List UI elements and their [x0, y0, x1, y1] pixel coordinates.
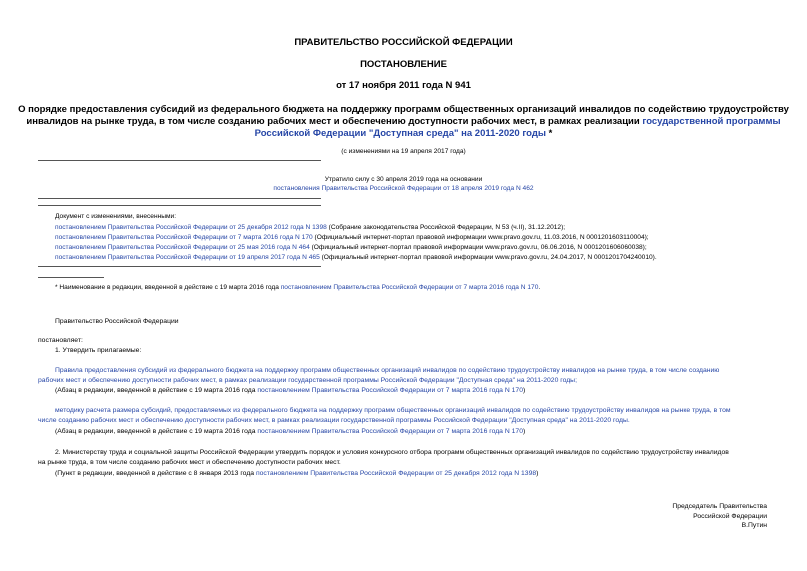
paragraph-1: 1. Утвердить прилагаемые: [55, 347, 142, 354]
changes-note: (с изменениями на 19 апреля 2017 года) [341, 148, 466, 155]
edit-note-text: (Пункт в редакции, введенной в действие с 8 января 2013 года [55, 470, 256, 477]
title-line-2-text: инвалидов на рынке труда, в том числе созданию рабочих мест и обеспечению доступности рабочих мест, в рамках реализации [26, 116, 643, 127]
method-link-line-1[interactable]: методику расчета размера субсидий, предоставляемых из федерального бюджета на поддержку программ общественных организаций инвалидов по содействию трудоустройству инвалидов на рынке труда, в том [55, 407, 731, 414]
document-date-number: от 17 ноября 2011 года N 941 [336, 80, 471, 91]
amendment-link[interactable]: постановлением Правительства Российской Федерации от 19 апреля 2017 года N 465 [55, 254, 320, 261]
edit-note-link[interactable]: постановлением Правительства Российской Федерации от 7 марта 2016 года N 170 [257, 387, 523, 394]
amendment-item [55, 223, 565, 232]
edit-note-suffix: ) [536, 470, 539, 477]
rules-link-line-1[interactable]: Правила предоставления субсидий из федерального бюджета на поддержку программ общественных организаций инвалидов по содействию трудоустройству инвалидов на рынке труда, в том числе созданию [55, 367, 720, 374]
paragraph-2-line-1: 2. Министерству труда и социальной защиты Российской Федерации утвердить порядок и условия конкурсного отбора программ общественных организаций инвалидов по содействию трудоустройству инвалидов [55, 449, 729, 456]
amendment-source: (Официальный интернет-портал правовой информации www.pravo.gov.ru, 24.04.2017, N 0001201704240010). [319, 254, 657, 261]
rules-link-line-2[interactable]: рабочих мест и обеспечению доступности рабочих мест, в рамках реализации государственной программы Российской Федерации "Доступная среда" на 2011-2020 годы; [38, 377, 577, 384]
footnote-divider [38, 277, 104, 278]
title-line-3 [0, 128, 807, 140]
amendment-source: (Официальный интернет-портал правовой информации www.pravo.gov.ru, 06.06.2016, N 0001201606060038); [309, 244, 647, 251]
signature-organization: Российской Федерации [693, 512, 767, 520]
amendment-link[interactable]: постановлением Правительства Российской Федерации от 7 марта 2016 года N 170 [55, 234, 313, 241]
state-program-link-2[interactable]: Российской Федерации "Доступная среда" на 2011-2020 годы [254, 128, 546, 139]
government-heading: ПРАВИТЕЛЬСТВО РОССИЙСКОЙ ФЕДЕРАЦИИ [294, 37, 513, 48]
title-line-2 [0, 116, 807, 128]
edit-note-suffix: ) [522, 428, 526, 435]
body-government: Правительство Российской Федерации [55, 318, 179, 325]
edit-note-text: (Абзац в редакции, введенной в действие с 19 марта 2016 года [55, 428, 258, 435]
edit-note-link[interactable]: постановлением Правительства Российской Федерации от 25 декабря 2012 года N 1398 [255, 470, 537, 477]
divider [38, 160, 321, 161]
divider [38, 198, 321, 199]
footnote [55, 283, 540, 292]
body-resolves: постановляет: [38, 337, 83, 344]
amendment-item [55, 233, 649, 242]
amendment-link[interactable]: постановлением Правительства Российской Федерации от 25 мая 2016 года N 464 [55, 244, 310, 251]
edit-note-suffix: ) [522, 387, 526, 394]
document-type: ПОСТАНОВЛЕНИЕ [360, 59, 447, 70]
paragraph-2-line-2: на рынке труда, в том числе созданию рабочих мест и обеспечению доступности рабочих мест. [38, 459, 341, 466]
paragraph-edit-note-2 [55, 427, 525, 436]
edit-note-text: (Абзац в редакции, введенной в действие с 19 марта 2016 года [55, 387, 258, 394]
footnote-link[interactable]: постановлением Правительства Российской Федерации от 7 марта 2016 года N 170 [280, 284, 539, 291]
amendment-item [55, 243, 647, 252]
signature-name: В.Путин [741, 522, 767, 529]
signature-title: Председатель Правительства [672, 503, 767, 510]
amendments-intro: Документ с изменениями, внесенными: [55, 213, 177, 220]
method-link-line-2[interactable]: числе созданию рабочих мест и обеспечению доступности рабочих мест, в рамках реализации государственной программы Российской Федерации "Доступная среда" на 2011-2020 годы. [38, 417, 630, 424]
edit-note-link[interactable]: постановлением Правительства Российской Федерации от 7 марта 2016 года N 170 [257, 428, 523, 435]
signature-block [672, 502, 767, 531]
state-program-link[interactable]: государственной программы [642, 116, 781, 127]
invalidation-link[interactable]: постановления Правительства Российской Федерации от 18 апреля 2019 года N 462 [273, 185, 534, 192]
footnote-text: * Наименование в редакции, введенной в действие с 19 марта 2016 года [55, 284, 281, 291]
amendment-source: (Официальный интернет-портал правовой информации www.pravo.gov.ru, 11.03.2016, N 0001201603110004); [312, 234, 649, 241]
title-footnote-mark: * [545, 128, 553, 139]
amendment-source: (Собрание законодательства Российской Федерации, N 53 (ч.II), 31.12.2012); [326, 224, 566, 231]
paragraph-edit-note-1 [55, 386, 525, 395]
amendment-link[interactable]: постановлением Правительства Российской Федерации от 25 декабря 2012 года N 1398 [55, 224, 327, 231]
title-line-1: О порядке предоставления субсидий из федерального бюджета на поддержку программ общественных организаций инвалидов по содействию трудоустройству [18, 104, 789, 115]
amendment-item [55, 253, 657, 262]
paragraph-2-note [55, 469, 538, 478]
invalidation-text: Утратило силу с 30 апреля 2019 года на основании [324, 176, 483, 183]
document-title [0, 104, 807, 140]
divider [38, 266, 321, 267]
footnote-suffix: . [538, 284, 541, 291]
divider [38, 205, 321, 206]
